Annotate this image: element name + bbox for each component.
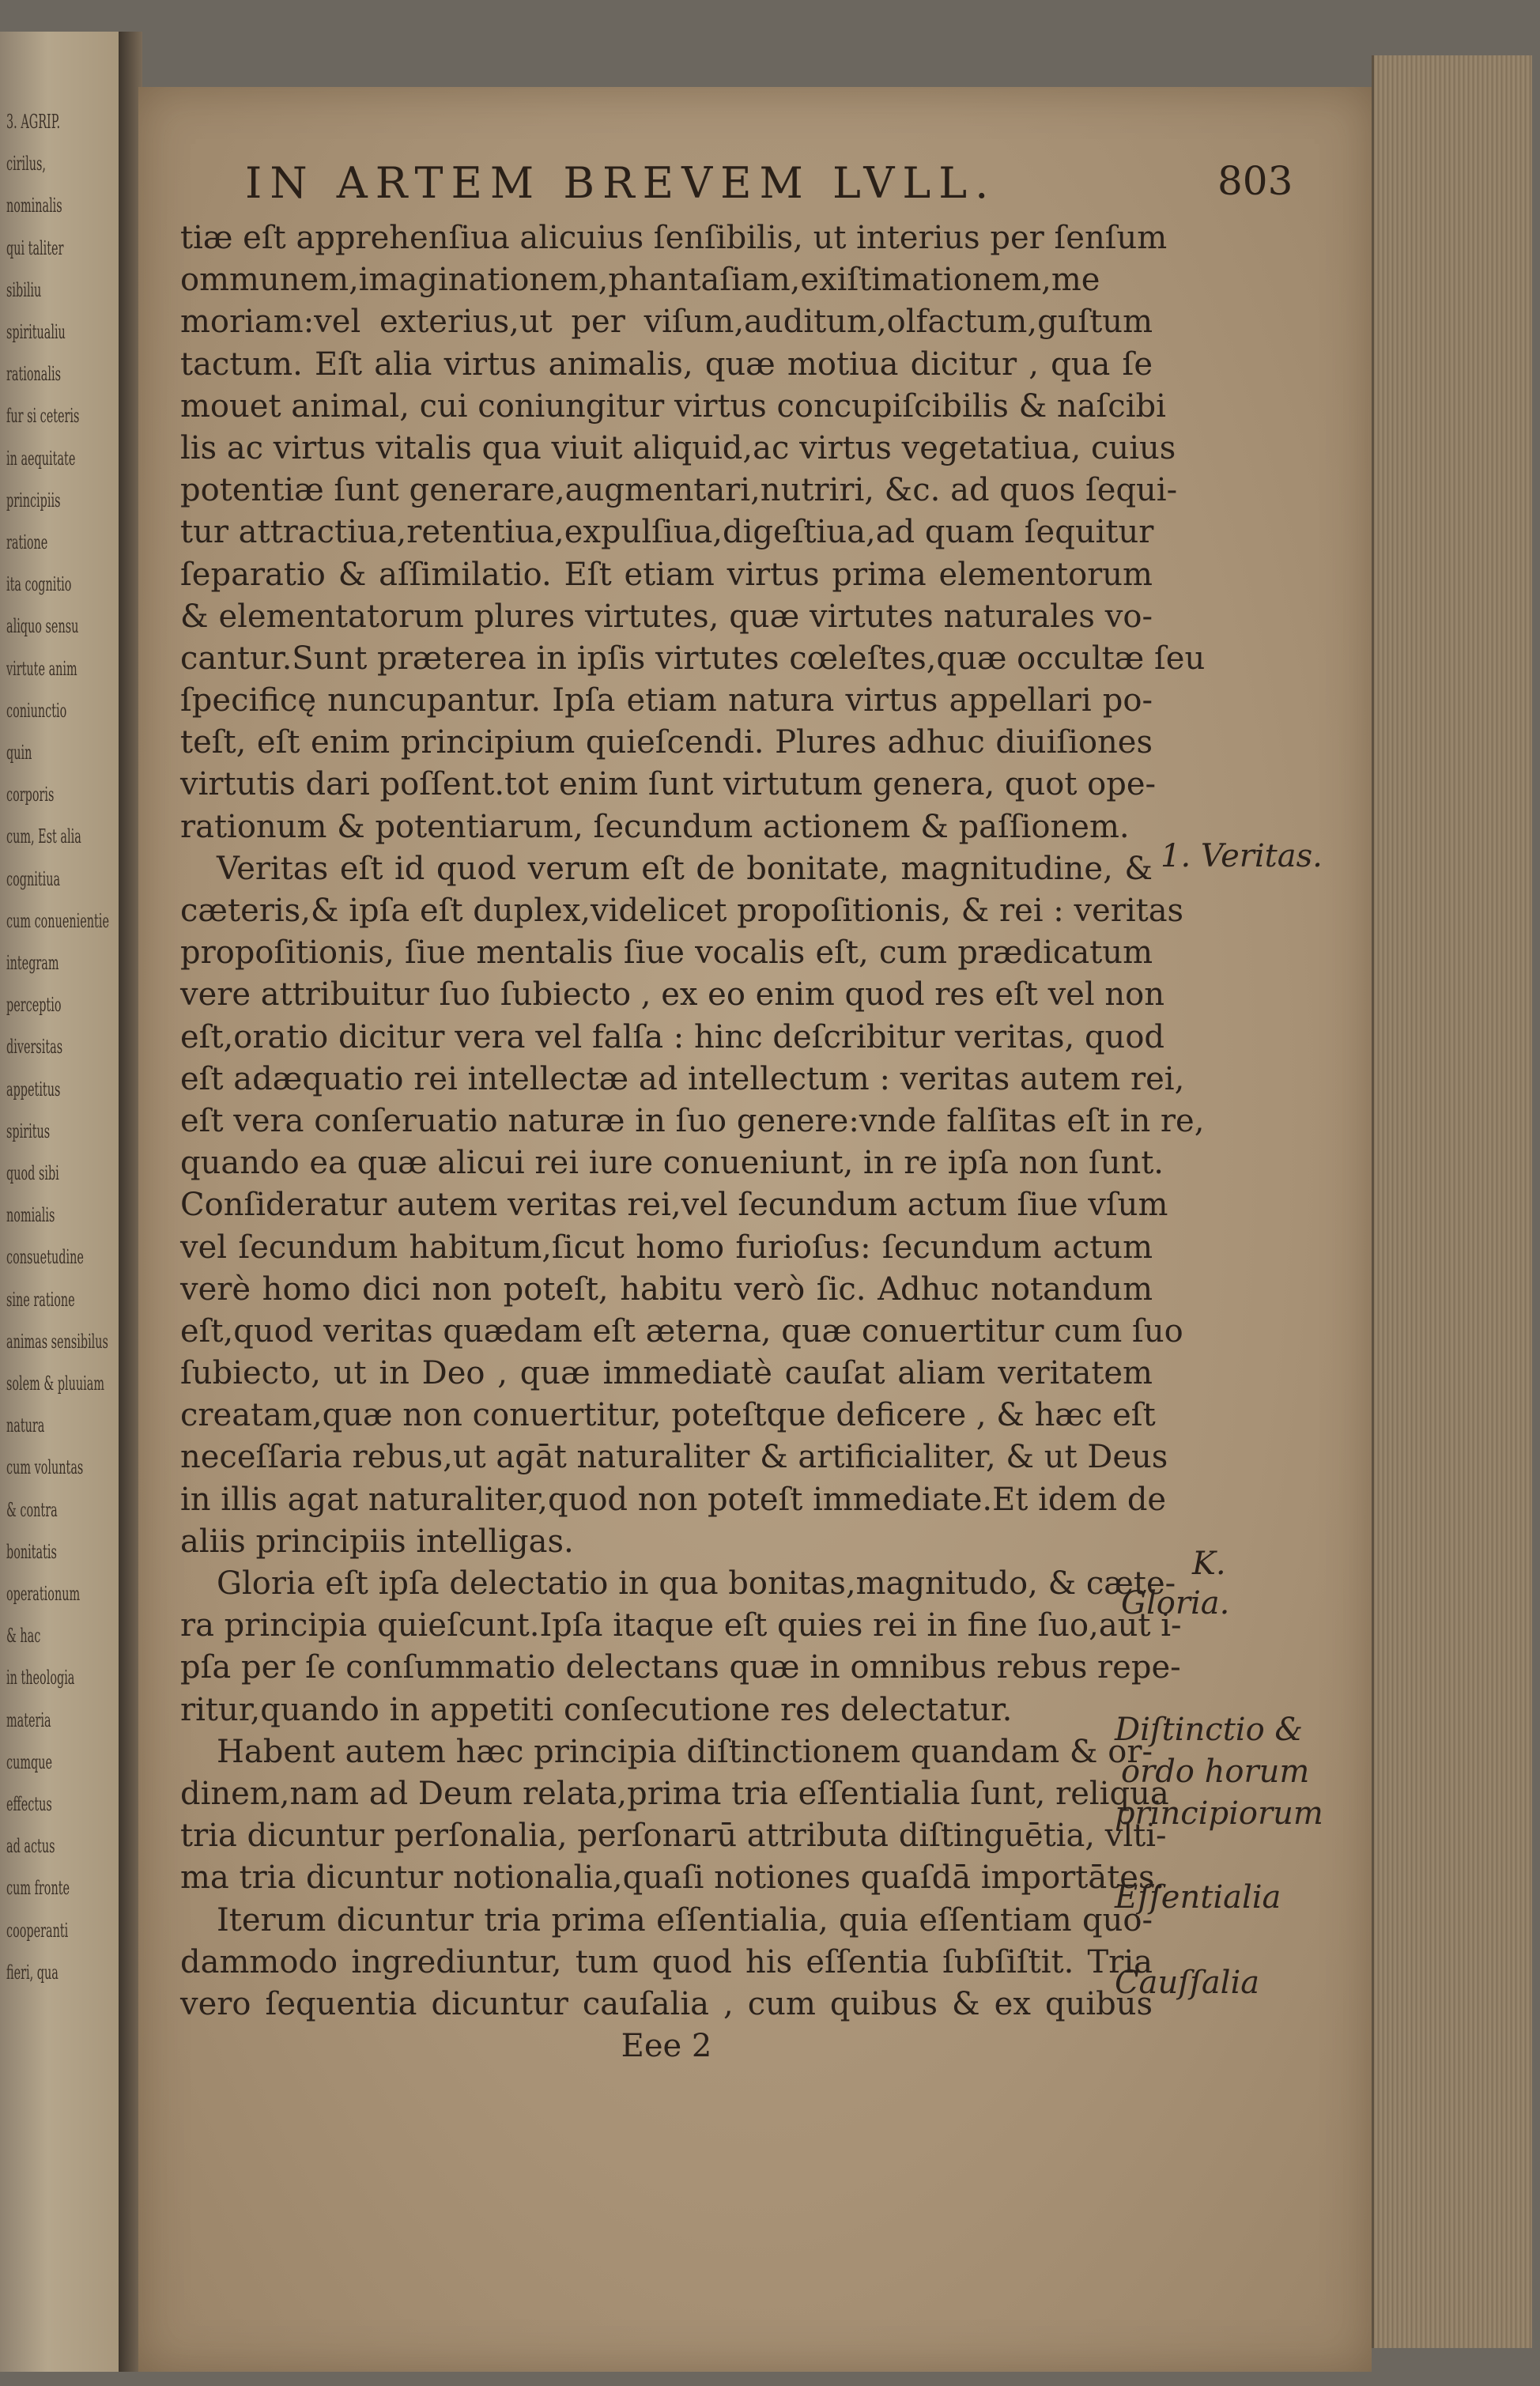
left-page-fragment: ita cognitio bbox=[6, 573, 72, 596]
left-page-fragment: bonitatis bbox=[6, 1540, 57, 1563]
left-page-fragment: nominalis bbox=[6, 194, 62, 217]
text-line: in illis agat naturaliter,quod non poteſt immediate.Et idem de bbox=[180, 1481, 1167, 1518]
left-page-fragment: cum voluntas bbox=[6, 1456, 84, 1479]
text-line: mouet animal, cui coniungitur virtus concupiſcibilis & naſcibi bbox=[180, 387, 1166, 425]
text-line: eſt adæquatio rei intellectæ ad intellectum : veritas autem rei, bbox=[180, 1060, 1185, 1097]
left-page-fragment: coniunctio bbox=[6, 699, 67, 722]
text-line: verè homo dici non poteſt, habitu verò ſic. Adhuc notandum bbox=[180, 1270, 1153, 1308]
left-page-fragment: cirilus, bbox=[6, 153, 47, 176]
margin-note: Gloria. bbox=[1121, 1585, 1230, 1621]
text-line: neceſſaria rebus,ut agāt naturaliter & artificialiter, & ut Deus bbox=[180, 1439, 1168, 1476]
left-page-fragment: cumque bbox=[6, 1750, 53, 1773]
text-line: Veritas eſt id quod verum eſt de bonitate, magnitudine, & bbox=[217, 850, 1153, 887]
text-line: creatam,quæ non conuertitur, poteſtque deficere , & hæc eſt bbox=[180, 1397, 1156, 1434]
left-page-fragment: cum fronte bbox=[6, 1877, 70, 1900]
left-page-fragment: fur si ceteris bbox=[6, 405, 80, 428]
text-line: propoſitionis, ſiue mentalis ſiue vocalis eſt, cum prædicatum bbox=[180, 934, 1153, 972]
left-page-fragment: animas sensibilus bbox=[6, 1330, 108, 1353]
page-block-edges bbox=[1372, 55, 1532, 2348]
margin-note: K. bbox=[1192, 1546, 1226, 1582]
text-line: ma tria dicuntur notionalia,quaſi notiones quaſdā importātes. bbox=[180, 1859, 1165, 1897]
left-page-fragment: & hac bbox=[6, 1625, 41, 1648]
text-line: teſt, eſt enim principium quieſcendi. Plures adhuc diuiſiones bbox=[180, 724, 1153, 761]
left-page-fragment: operationum bbox=[6, 1583, 81, 1605]
text-line: ſpecificę nuncupantur. Ipſa etiam natura virtus appellari po- bbox=[180, 682, 1153, 719]
margin-note: 1. Veritas. bbox=[1161, 838, 1323, 874]
left-page-fragment: qui taliter bbox=[6, 236, 64, 259]
text-line: & elementatorum plures virtutes, quæ virtutes naturales vo- bbox=[180, 598, 1153, 635]
left-page-fragment: sibiliu bbox=[6, 278, 42, 301]
text-line: tur attractiua,retentiua,expulſiua,digeſtiua,ad quam ſequitur bbox=[180, 514, 1154, 551]
left-page-fragment: ad actus bbox=[6, 1835, 55, 1858]
margin-note: Cauſſalia bbox=[1115, 1965, 1260, 2001]
left-page-fragment: virtute anim bbox=[6, 657, 77, 680]
text-line: ſeparatio & aſſimilatio. Eſt etiam virtus prima elementorum bbox=[180, 556, 1153, 593]
text-line: rationum & potentiarum, ſecundum actionem & paſſionem. bbox=[180, 808, 1130, 845]
left-page-fragment: perceptio bbox=[6, 994, 62, 1017]
left-page-fragment: cum conuenientie bbox=[6, 909, 109, 932]
left-page-fragment: principiis bbox=[6, 489, 61, 512]
text-line: Habent autem hæc principia diſtinctionem quandam & or- bbox=[217, 1733, 1153, 1770]
left-page-fragment: cooperanti bbox=[6, 1919, 69, 1942]
text-line: dinem,nam ad Deum relata,prima tria eſſentialia ſunt, reliqua bbox=[180, 1775, 1169, 1812]
text-line: cantur.Sunt præterea in ipſis virtutes cœleſtes,quæ occultæ ſeu bbox=[180, 640, 1206, 677]
text-line: tactum. Eſt alia virtus animalis, quæ motiua dicitur , qua ſe bbox=[180, 345, 1153, 383]
left-page-fragment: ratione bbox=[6, 531, 48, 553]
text-line: pſa per ſe conſummatio delectans quæ in omnibus rebus repe- bbox=[180, 1649, 1181, 1686]
left-page-fragment: nomialis bbox=[6, 1204, 55, 1227]
text-line: eſt,quod veritas quædam eſt æterna, quæ conuertitur cum ſuo bbox=[180, 1312, 1183, 1350]
left-page-fragment: natura bbox=[6, 1414, 45, 1437]
left-page-edge bbox=[0, 32, 121, 2372]
left-page-fragment: effectus bbox=[6, 1793, 52, 1815]
text-line: quando ea quæ alicui rei iure conueniunt, in re ipſa non ſunt. bbox=[180, 1145, 1164, 1182]
margin-note: principiorum bbox=[1115, 1795, 1323, 1832]
text-line: potentiæ ſunt generare,augmentari,nutriri, &c. ad quos ſequi- bbox=[180, 472, 1178, 509]
running-head: IN ARTEM BREVEM LVLL. bbox=[245, 158, 997, 208]
left-page-fragment: spiritualiu bbox=[6, 321, 66, 343]
text-line: ſubiecto, ut in Deo , quæ immediatè cauſat aliam veritatem bbox=[180, 1355, 1153, 1392]
text-line: moriam:vel exterius,ut per viſum,auditum,olfactum,guſtum bbox=[180, 304, 1153, 341]
signature-mark: Eee 2 bbox=[621, 2028, 712, 2065]
left-page-fragment: cognitiua bbox=[6, 867, 61, 890]
margin-note: ordo horum bbox=[1121, 1754, 1310, 1790]
left-page-fragment: 3. AGRIP. bbox=[6, 111, 61, 133]
left-page-fragment: solem & pluuiam bbox=[6, 1372, 105, 1395]
text-line: lis ac virtus vitalis qua viuit aliquid,ac virtus vegetatiua, cuius bbox=[180, 429, 1176, 466]
text-line: vero ſequentia dicuntur cauſalia , cum quibus & ex quibus bbox=[180, 1985, 1153, 2022]
text-line: ritur,quando in appetiti conſecutione res delectatur. bbox=[180, 1691, 1013, 1728]
text-line: cæteris,& ipſa eſt duplex,videlicet propoſitionis, & rei : veritas bbox=[180, 893, 1184, 929]
left-page-fragment: rationalis bbox=[6, 363, 61, 386]
left-page-fragment: diversitas bbox=[6, 1036, 63, 1059]
left-page-fragment: fieri, qua bbox=[6, 1961, 59, 1984]
text-line: dammodo ingrediuntur, tum quod his eſſentia ſubſiſtit. Tria bbox=[180, 1943, 1153, 1980]
text-line: Gloria eſt ipſa delectatio in qua bonitas,magnitudo, & cæte- bbox=[217, 1565, 1176, 1602]
text-line: eſt,oratio dicitur vera vel falſa : hinc deſcribitur veritas, quod bbox=[180, 1018, 1164, 1055]
left-page-fragment: quin bbox=[6, 742, 32, 764]
text-line: vere attribuitur ſuo ſubiecto , ex eo enim quod res eſt vel non bbox=[180, 976, 1164, 1014]
left-page-fragment: consuetudine bbox=[6, 1246, 84, 1269]
text-line: vel ſecundum habitum,ſicut homo furioſus: ſecundum actum bbox=[180, 1229, 1153, 1266]
text-line: ommunem,imaginationem,phantaſiam,exiſtimationem,me bbox=[180, 262, 1100, 299]
text-line: aliis principiis intelligas. bbox=[180, 1523, 574, 1560]
text-line: eſt vera conſeruatio naturæ in ſuo genere:vnde falſitas eſt in re, bbox=[180, 1102, 1205, 1139]
left-page-fragment: corporis bbox=[6, 783, 55, 806]
left-page-fragment: spiritus bbox=[6, 1119, 51, 1142]
left-page-fragment: integram bbox=[6, 952, 59, 974]
left-page-fragment: quod sibi bbox=[6, 1162, 59, 1184]
text-line: virtutis dari poſſent.tot enim ſunt virtutum genera, quot ope- bbox=[180, 766, 1157, 803]
left-page-fragment: in theologia bbox=[6, 1667, 75, 1689]
margin-note: Diſtinctio & bbox=[1115, 1712, 1303, 1748]
left-page-fragment: in aequitate bbox=[6, 447, 76, 470]
text-line: Conſideratur autem veritas rei,vel ſecundum actum ſiue vſum bbox=[180, 1187, 1168, 1224]
left-page-fragment: sine ratione bbox=[6, 1288, 75, 1311]
text-line: tria dicuntur perſonalia, perſonarū attributa diſtinguētia, vlti- bbox=[180, 1818, 1167, 1855]
margin-note: Eſſentialia bbox=[1115, 1879, 1281, 1916]
text-line: ra principia quieſcunt.Ipſa itaque eſt quies rei in fine ſuo,aut i- bbox=[180, 1607, 1182, 1644]
page-number: 803 bbox=[1217, 158, 1293, 204]
left-page-fragment: materia bbox=[6, 1708, 51, 1731]
left-page-fragment: aliquo sensu bbox=[6, 615, 79, 638]
left-page-fragment: & contra bbox=[6, 1498, 58, 1521]
text-line: Iterum dicuntur tria prima eſſentialia, quia eſſentiam quo- bbox=[217, 1901, 1153, 1939]
left-page-fragment: appetitus bbox=[6, 1078, 61, 1101]
left-page-fragment: cum, Est alia bbox=[6, 825, 81, 848]
text-line: tiæ eſt apprehenſiua alicuius ſenſibilis, ut interius per ſenſum bbox=[180, 220, 1168, 256]
